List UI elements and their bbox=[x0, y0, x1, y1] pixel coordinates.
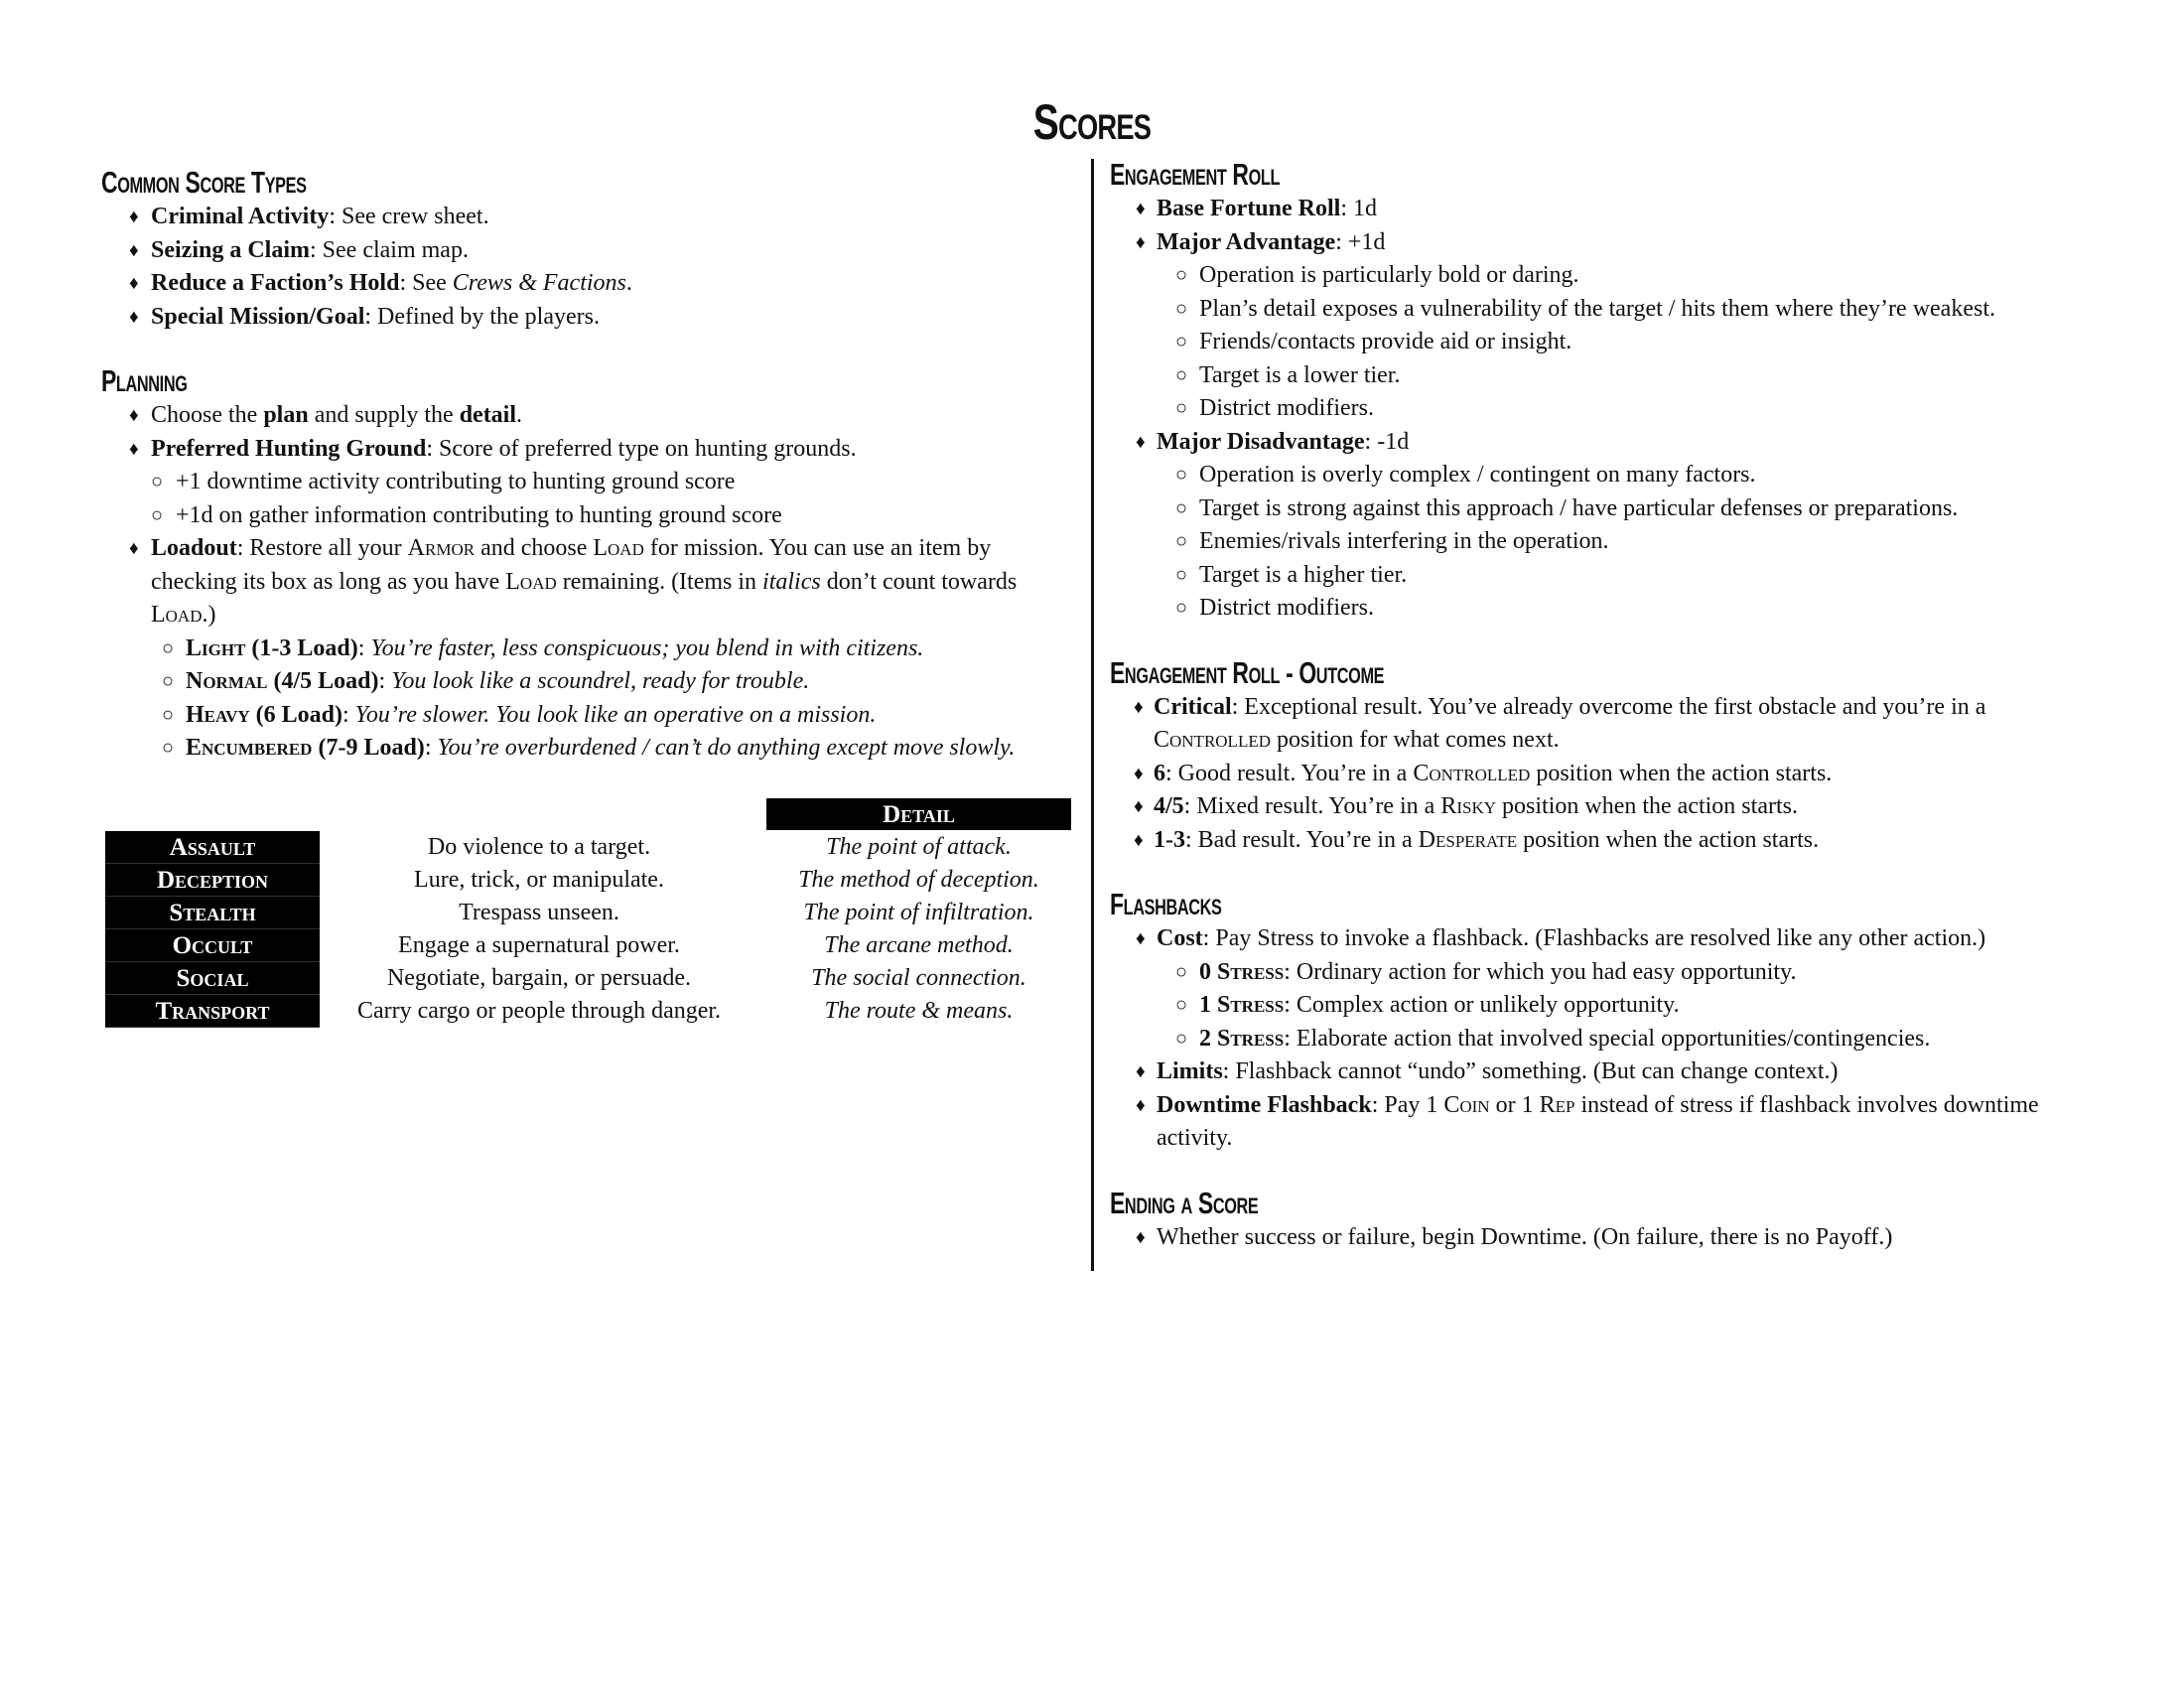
item-text: . bbox=[625, 270, 632, 296]
diamond-bullet-icon: ♦ bbox=[129, 306, 139, 328]
ending-list bbox=[1110, 1221, 2103, 1255]
plan-detail: The point of attack. bbox=[826, 834, 1012, 860]
table-row bbox=[105, 831, 1072, 864]
page-title: Scores bbox=[1032, 94, 1152, 150]
plan-type-label: Assault bbox=[105, 831, 320, 864]
list-item bbox=[1110, 426, 2103, 460]
sub-list-item bbox=[1110, 525, 2103, 559]
circle-bullet-icon: ○ bbox=[1175, 994, 1188, 1016]
circle-bullet-icon: ○ bbox=[1175, 397, 1188, 419]
plan-type-label: Occult bbox=[105, 929, 320, 962]
term-rep: Rep bbox=[1539, 1091, 1575, 1118]
diamond-bullet-icon: ♦ bbox=[1136, 928, 1146, 949]
table-row bbox=[105, 864, 1072, 897]
item-text: : See claim map. bbox=[310, 236, 469, 263]
section-planning bbox=[101, 363, 1084, 766]
plan-type-label: Deception bbox=[105, 864, 320, 897]
item-label: Cost bbox=[1157, 925, 1203, 951]
item-text: Friends/contacts provide aid or insight. bbox=[1199, 329, 1572, 354]
plan-description: Engage a supernatural power. bbox=[398, 932, 680, 958]
plan-detail: The method of deception. bbox=[798, 867, 1039, 893]
plan-detail: The route & means. bbox=[824, 998, 1014, 1024]
plan-type-label: Social bbox=[105, 962, 320, 995]
sub-list-item bbox=[1110, 989, 2103, 1023]
item-text: District modifiers. bbox=[1199, 595, 1374, 621]
item-text: position when the action starts. bbox=[1496, 793, 1798, 819]
item-text: : Score of preferred type on hunting grounds. bbox=[426, 435, 857, 462]
section-common-score-types bbox=[101, 165, 1084, 334]
list-item bbox=[1110, 1089, 2103, 1156]
plan-type-label: Transport bbox=[105, 995, 320, 1028]
item-label: Criminal Activity bbox=[151, 204, 330, 229]
sub-list-item bbox=[1110, 592, 2103, 626]
item-label: Seizing a Claim bbox=[151, 236, 310, 263]
item-text: : -1d bbox=[1364, 428, 1410, 455]
stress-unit: Stress bbox=[1217, 1025, 1285, 1052]
list-item bbox=[1110, 691, 2103, 758]
outcome-list bbox=[1110, 691, 2103, 858]
list-item bbox=[101, 267, 1084, 301]
heading-engagement-outcome: Engagement Roll - Outcome bbox=[1110, 654, 1385, 690]
item-text: : Flashback cannot “undo” something. (But can change context.) bbox=[1222, 1058, 1839, 1084]
item-text: : Mixed result. You’re in a bbox=[1183, 793, 1441, 819]
column-divider bbox=[1091, 159, 1094, 1271]
item-text: : See crew sheet. bbox=[329, 204, 489, 229]
circle-bullet-icon: ○ bbox=[151, 471, 164, 492]
diamond-bullet-icon: ♦ bbox=[129, 207, 139, 227]
book-reference: Crews & Factions bbox=[452, 270, 626, 296]
stress-unit: Stress bbox=[1217, 958, 1285, 985]
diamond-bullet-icon: ♦ bbox=[129, 438, 139, 460]
sub-list-item bbox=[1110, 559, 2103, 593]
item-text: +1 downtime activity contributing to hunting ground score bbox=[176, 469, 736, 494]
heading-engagement-roll: Engagement Roll bbox=[1110, 157, 1281, 192]
item-text: : Defined by the players. bbox=[364, 303, 600, 330]
term-italics: italics bbox=[762, 568, 821, 595]
stress-unit: Stress bbox=[1217, 992, 1285, 1018]
load-level-desc: You’re slower. You look like an operative on a mission. bbox=[354, 701, 877, 728]
heading-common-score-types: Common Score Types bbox=[101, 165, 307, 200]
diamond-bullet-icon: ♦ bbox=[1136, 1094, 1146, 1116]
diamond-bullet-icon: ♦ bbox=[1136, 199, 1146, 219]
diamond-bullet-icon: ♦ bbox=[1136, 1061, 1146, 1082]
item-text: position for what comes next. bbox=[1271, 727, 1560, 753]
load-level-name: Heavy bbox=[186, 701, 250, 728]
position-term: Controlled bbox=[1154, 727, 1271, 753]
circle-bullet-icon: ○ bbox=[1175, 1027, 1188, 1050]
item-text: Whether success or failure, begin Downtime. (On failure, there is no Payoff.) bbox=[1157, 1223, 1893, 1250]
list-item bbox=[101, 234, 1084, 268]
sub-list-item bbox=[1110, 459, 2103, 492]
table-row bbox=[105, 995, 1072, 1028]
sub-list-item bbox=[1110, 1023, 2103, 1056]
list-item bbox=[1110, 758, 2103, 791]
right-column bbox=[1110, 157, 2103, 1284]
circle-bullet-icon: ○ bbox=[1175, 960, 1188, 983]
list-item bbox=[101, 399, 1084, 433]
item-text: and choose bbox=[475, 535, 594, 561]
circle-bullet-icon: ○ bbox=[1175, 264, 1188, 286]
circle-bullet-icon: ○ bbox=[1175, 496, 1188, 519]
item-label: Base Fortune Roll bbox=[1157, 196, 1341, 221]
plan-description: Lure, trick, or manipulate. bbox=[414, 867, 664, 893]
circle-bullet-icon: ○ bbox=[162, 670, 175, 692]
load-level-desc: You look like a scoundrel, ready for trouble. bbox=[391, 668, 810, 694]
list-item bbox=[1110, 922, 2103, 956]
flashbacks-list bbox=[1110, 922, 2103, 1156]
item-text: for mission. You can use an item by checking its box as long as you have bbox=[151, 535, 992, 595]
list-item bbox=[1110, 193, 2103, 226]
item-text: : +1d bbox=[1335, 228, 1386, 255]
list-item bbox=[101, 532, 1084, 633]
item-label: Limits bbox=[1157, 1058, 1223, 1084]
term-load: Load bbox=[593, 535, 644, 561]
item-text: . bbox=[516, 402, 523, 428]
keyword-detail: detail bbox=[459, 402, 517, 428]
list-item bbox=[1110, 824, 2103, 858]
diamond-bullet-icon: ♦ bbox=[1136, 1226, 1146, 1248]
position-term: Desperate bbox=[1418, 826, 1518, 853]
item-label: Preferred Hunting Ground bbox=[151, 435, 427, 462]
term-load: Load bbox=[151, 602, 203, 628]
item-text: Target is a higher tier. bbox=[1199, 561, 1408, 588]
circle-bullet-icon: ○ bbox=[1175, 331, 1188, 352]
load-level-item bbox=[101, 732, 1084, 766]
diamond-bullet-icon: ♦ bbox=[1134, 763, 1144, 784]
item-text: Enemies/rivals interfering in the operation. bbox=[1199, 528, 1609, 554]
diamond-bullet-icon: ♦ bbox=[129, 538, 139, 559]
term-load: Load bbox=[505, 568, 557, 595]
diamond-bullet-icon: ♦ bbox=[129, 273, 139, 294]
sub-list-item bbox=[1110, 259, 2103, 293]
item-text: Operation is particularly bold or daring. bbox=[1199, 262, 1579, 288]
item-text: and supply the bbox=[308, 402, 460, 428]
item-label: Major Disadvantage bbox=[1157, 428, 1365, 455]
table-row bbox=[105, 962, 1072, 995]
detail-column-header: Detail bbox=[766, 798, 1071, 830]
heading-ending-a-score: Ending a Score bbox=[1110, 1185, 1259, 1220]
outcome-label: Critical bbox=[1154, 693, 1232, 720]
load-level-item bbox=[101, 699, 1084, 733]
circle-bullet-icon: ○ bbox=[162, 737, 175, 759]
item-text: : Complex action or unlikely opportunity. bbox=[1284, 992, 1680, 1018]
item-text: +1d on gather information contributing to hunting ground score bbox=[176, 501, 782, 528]
circle-bullet-icon: ○ bbox=[1175, 563, 1188, 586]
item-text: remaining. (Items in bbox=[556, 568, 763, 595]
circle-bullet-icon: ○ bbox=[1175, 530, 1188, 552]
item-label: Special Mission/Goal bbox=[151, 303, 365, 330]
item-text: : Pay Stress to invoke a flashback. (Flashbacks are resolved like any other action.) bbox=[1202, 925, 1986, 951]
plan-detail: The social connection. bbox=[811, 965, 1026, 991]
item-label: Major Advantage bbox=[1157, 228, 1336, 255]
load-level-desc: You’re overburdened / can’t do anything except move slowly. bbox=[437, 735, 1016, 761]
load-level-item bbox=[101, 665, 1084, 699]
plan-detail: The arcane method. bbox=[824, 932, 1014, 958]
separator: : bbox=[378, 668, 392, 694]
item-text: District modifiers. bbox=[1199, 395, 1374, 421]
item-text: : Restore all your bbox=[236, 535, 408, 561]
item-text: position when the action starts. bbox=[1517, 826, 1820, 853]
separator: : bbox=[357, 634, 371, 661]
keyword-plan: plan bbox=[263, 402, 309, 428]
sub-list-item bbox=[101, 499, 1084, 533]
sub-list-item bbox=[1110, 326, 2103, 359]
diamond-bullet-icon: ♦ bbox=[1134, 796, 1144, 817]
circle-bullet-icon: ○ bbox=[1175, 363, 1188, 386]
circle-bullet-icon: ○ bbox=[162, 636, 175, 659]
circle-bullet-icon: ○ bbox=[151, 503, 164, 526]
diamond-bullet-icon: ♦ bbox=[129, 239, 139, 261]
sub-list-item bbox=[1110, 359, 2103, 393]
list-item bbox=[1110, 1221, 2103, 1255]
section-flashbacks bbox=[1110, 887, 2103, 1156]
heading-planning: Planning bbox=[101, 363, 188, 398]
term-coin: Coin bbox=[1443, 1091, 1490, 1118]
item-text: Target is a lower tier. bbox=[1199, 361, 1401, 388]
section-ending-a-score bbox=[1110, 1186, 2103, 1255]
position-term: Controlled bbox=[1413, 760, 1531, 786]
sub-list-item bbox=[1110, 956, 2103, 990]
circle-bullet-icon: ○ bbox=[162, 703, 175, 726]
item-text: instead of stress if flashback involves downtime activity. bbox=[1157, 1091, 2039, 1151]
load-level-name: Light bbox=[186, 634, 246, 661]
item-text: : Exceptional result. You’ve already overcome the first obstacle and you’re in a bbox=[1231, 693, 1986, 720]
sub-list-item bbox=[101, 466, 1084, 499]
sub-list-item bbox=[1110, 392, 2103, 426]
outcome-label: 6 bbox=[1154, 760, 1165, 786]
load-level-range: (6 Load) bbox=[249, 701, 342, 728]
circle-bullet-icon: ○ bbox=[1175, 464, 1188, 486]
diamond-bullet-icon: ♦ bbox=[1136, 231, 1146, 253]
item-text: : 1d bbox=[1340, 196, 1377, 221]
list-item bbox=[1110, 226, 2103, 260]
item-text: Choose the bbox=[151, 402, 264, 428]
sub-list-item bbox=[1110, 492, 2103, 526]
plan-detail: The point of infiltration. bbox=[803, 900, 1034, 925]
planning-list bbox=[101, 399, 1084, 766]
item-text: : Bad result. You’re in a bbox=[1185, 826, 1419, 853]
left-column bbox=[101, 165, 1084, 795]
list-item bbox=[101, 301, 1084, 335]
item-label: Downtime Flashback bbox=[1157, 1091, 1372, 1118]
heading-flashbacks: Flashbacks bbox=[1110, 887, 1222, 921]
item-text: : Good result. You’re in a bbox=[1165, 760, 1414, 786]
item-text: don’t count towards bbox=[820, 568, 1018, 595]
stress-amount: 1 bbox=[1199, 992, 1217, 1018]
section-engagement-outcome bbox=[1110, 655, 2103, 858]
plan-description: Negotiate, bargain, or persuade. bbox=[386, 965, 692, 991]
item-label: Reduce a Faction’s Hold bbox=[151, 270, 400, 296]
item-text: Plan’s detail exposes a vulnerability of the target / hits them where they’re weakest. bbox=[1199, 295, 1995, 322]
load-level-name: Normal bbox=[186, 668, 268, 694]
item-text: or 1 bbox=[1489, 1091, 1540, 1118]
load-level-range: (1-3 Load) bbox=[245, 634, 358, 661]
score-types-list bbox=[101, 201, 1084, 334]
separator: : bbox=[424, 735, 438, 761]
plan-type-label: Stealth bbox=[105, 897, 320, 929]
item-label: Loadout bbox=[151, 535, 237, 561]
stress-amount: 2 bbox=[1199, 1025, 1217, 1052]
item-text: : Elaborate action that involved special opportunities/contingencies. bbox=[1284, 1025, 1931, 1052]
list-item bbox=[1110, 790, 2103, 824]
position-term: Risky bbox=[1440, 793, 1497, 819]
circle-bullet-icon: ○ bbox=[1175, 597, 1188, 619]
plan-description: Do violence to a target. bbox=[427, 834, 651, 860]
load-level-range: (7-9 Load) bbox=[312, 735, 425, 761]
item-text: : See bbox=[399, 270, 453, 296]
load-level-item bbox=[101, 633, 1084, 666]
outcome-label: 1-3 bbox=[1154, 826, 1185, 853]
list-item bbox=[1110, 1055, 2103, 1089]
diamond-bullet-icon: ♦ bbox=[129, 405, 139, 426]
sub-list-item bbox=[1110, 293, 2103, 327]
circle-bullet-icon: ○ bbox=[1175, 297, 1188, 320]
engagement-list bbox=[1110, 193, 2103, 626]
table-row bbox=[105, 897, 1072, 929]
item-text: : Pay 1 bbox=[1371, 1091, 1444, 1118]
list-item bbox=[101, 433, 1084, 467]
outcome-label: 4/5 bbox=[1154, 793, 1184, 819]
plan-description: Trespass unseen. bbox=[459, 900, 619, 925]
section-engagement-roll bbox=[1110, 157, 2103, 626]
load-level-desc: You’re faster, less conspicuous; you blend in with citizens. bbox=[370, 634, 924, 661]
table-row bbox=[105, 929, 1072, 962]
load-level-name: Encumbered bbox=[186, 735, 313, 761]
list-item bbox=[101, 201, 1084, 234]
diamond-bullet-icon: ♦ bbox=[1134, 829, 1144, 851]
load-level-range: (4/5 Load) bbox=[267, 668, 379, 694]
item-text: position when the action starts. bbox=[1530, 760, 1833, 786]
stress-amount: 0 bbox=[1199, 958, 1217, 985]
diamond-bullet-icon: ♦ bbox=[1134, 696, 1144, 718]
diamond-bullet-icon: ♦ bbox=[1136, 431, 1146, 453]
item-text: Operation is overly complex / contingent on many factors. bbox=[1199, 462, 1756, 488]
plan-description: Carry cargo or people through danger. bbox=[356, 998, 722, 1024]
item-text: Target is strong against this approach / have particular defenses or preparations. bbox=[1199, 494, 1959, 521]
item-text: .) bbox=[202, 602, 216, 628]
separator: : bbox=[342, 701, 355, 728]
item-text: : Ordinary action for which you had easy opportunity. bbox=[1284, 958, 1797, 985]
term-armor: Armor bbox=[407, 535, 476, 561]
